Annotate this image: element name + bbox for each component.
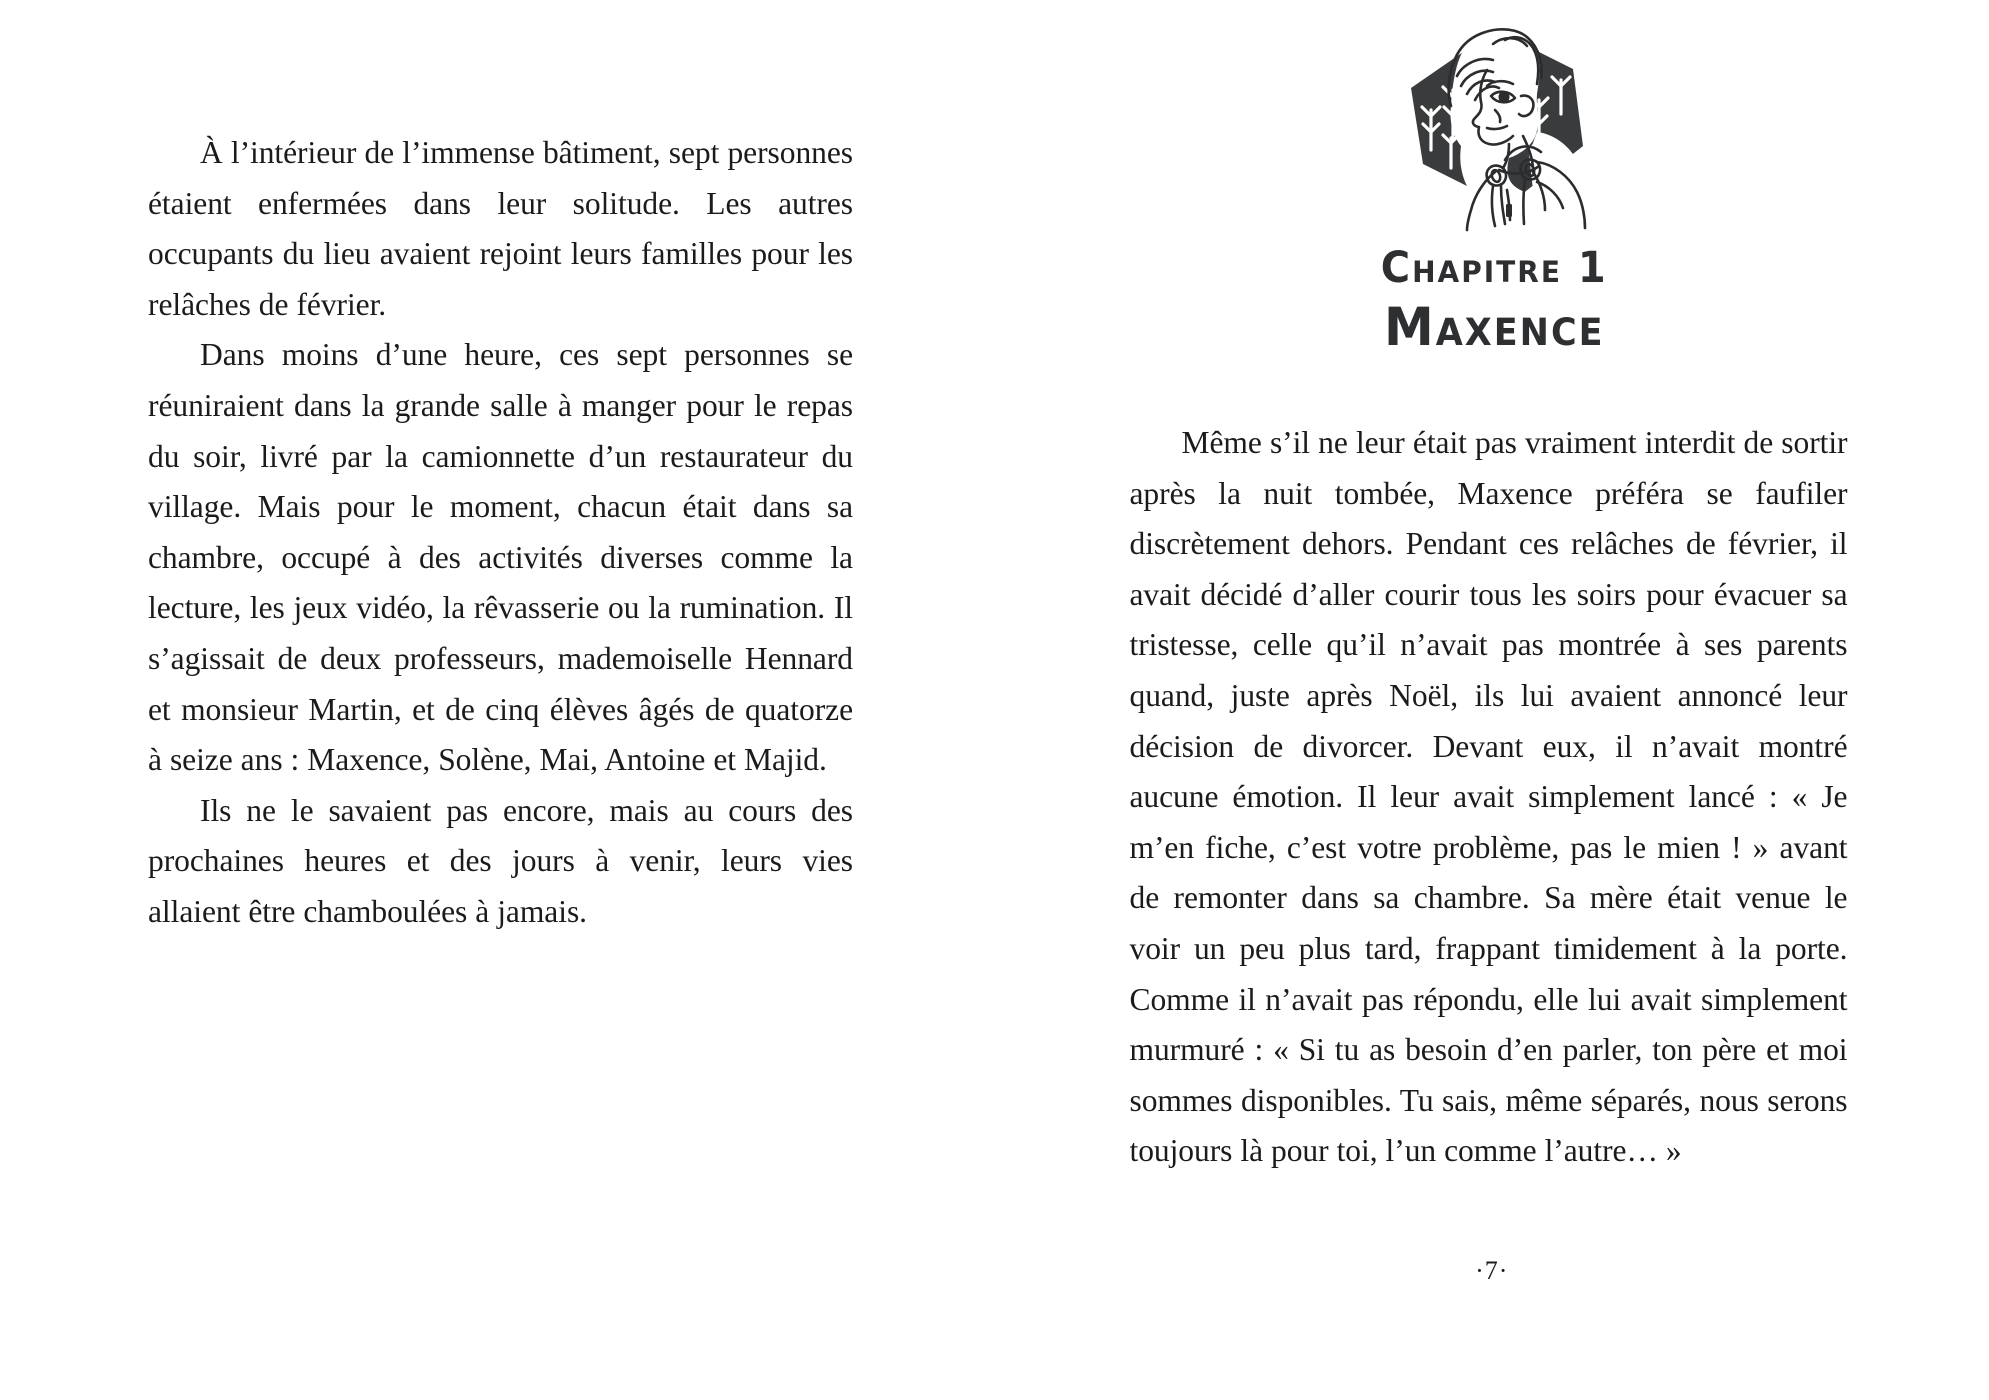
- paragraph: Dans moins d’une heure, ces sept personnes se réuniraient dans la grande salle à manger pour le repas du soir, livré par la camionnette d’un restaurateur du village. Mais pour le moment, chacun était dans sa chambre, occupé à des activités diverses comme la lecture, les jeux vidéo, la rêvasserie ou la rumination. Il s’agissait de deux professeurs, mademoiselle Hennard et monsieur Martin, et de cinq élèves âgés de quatorze à seize ans : Maxence, Solène, Mai, Antoine et Majid.: [148, 337, 853, 778]
- right-page-text-column: [1130, 418, 1848, 1177]
- chapter-number: Chapitre 1: [1380, 243, 1608, 293]
- heading-body-spacer: [1130, 352, 1860, 418]
- paragraph: À l’intérieur de l’immense bâtiment, sept personnes étaient enfermées dans leur solitude. Les autres occupants du lieu avaient rejoint leurs familles pour les relâches de février.: [148, 135, 853, 322]
- right-page: [995, 0, 1989, 1400]
- page-number: ·7·: [1475, 1256, 1509, 1285]
- maxence-portrait-illustration: [1387, 14, 1602, 232]
- chapter-illustration-container: [1130, 0, 1860, 232]
- chapter-title: Maxence: [1383, 296, 1605, 358]
- paragraph: Ils ne le savaient pas encore, mais au cours des prochaines heures et des jours à venir, leurs vies allaient être chamboulées à jamais.: [148, 792, 853, 929]
- chapter-heading: [1130, 243, 1860, 358]
- paragraph: Même s’il ne leur était pas vraiment interdit de sortir après la nuit tombée, Maxence préféra se faufiler discrètement dehors. Pendant ces relâches de février, il avait décidé d’aller courir tous les soirs pour évacuer sa tristesse, celle qu’il n’avait pas montrée à ses parents quand, juste après Noël, ils lui avaient annoncé leur décision de divorcer. Devant eux, il n’avait montré aucune émotion. Il leur avait simplement lancé : « Je m’en fiche, c’est votre problème, pas le mien ! » avant de remonter dans sa chambre. Sa mère était venue le voir un peu plus tard, frappant timidement à la porte. Comme il n’avait pas répondu, elle lui avait simplement murmuré : « Si tu as besoin d’en parler, ton père et moi sommes disponibles. Tu sais, même séparés, nous serons toujours là pour toi, l’un comme l’autre… »: [1129, 425, 1848, 1169]
- left-page-text-column: [148, 128, 853, 938]
